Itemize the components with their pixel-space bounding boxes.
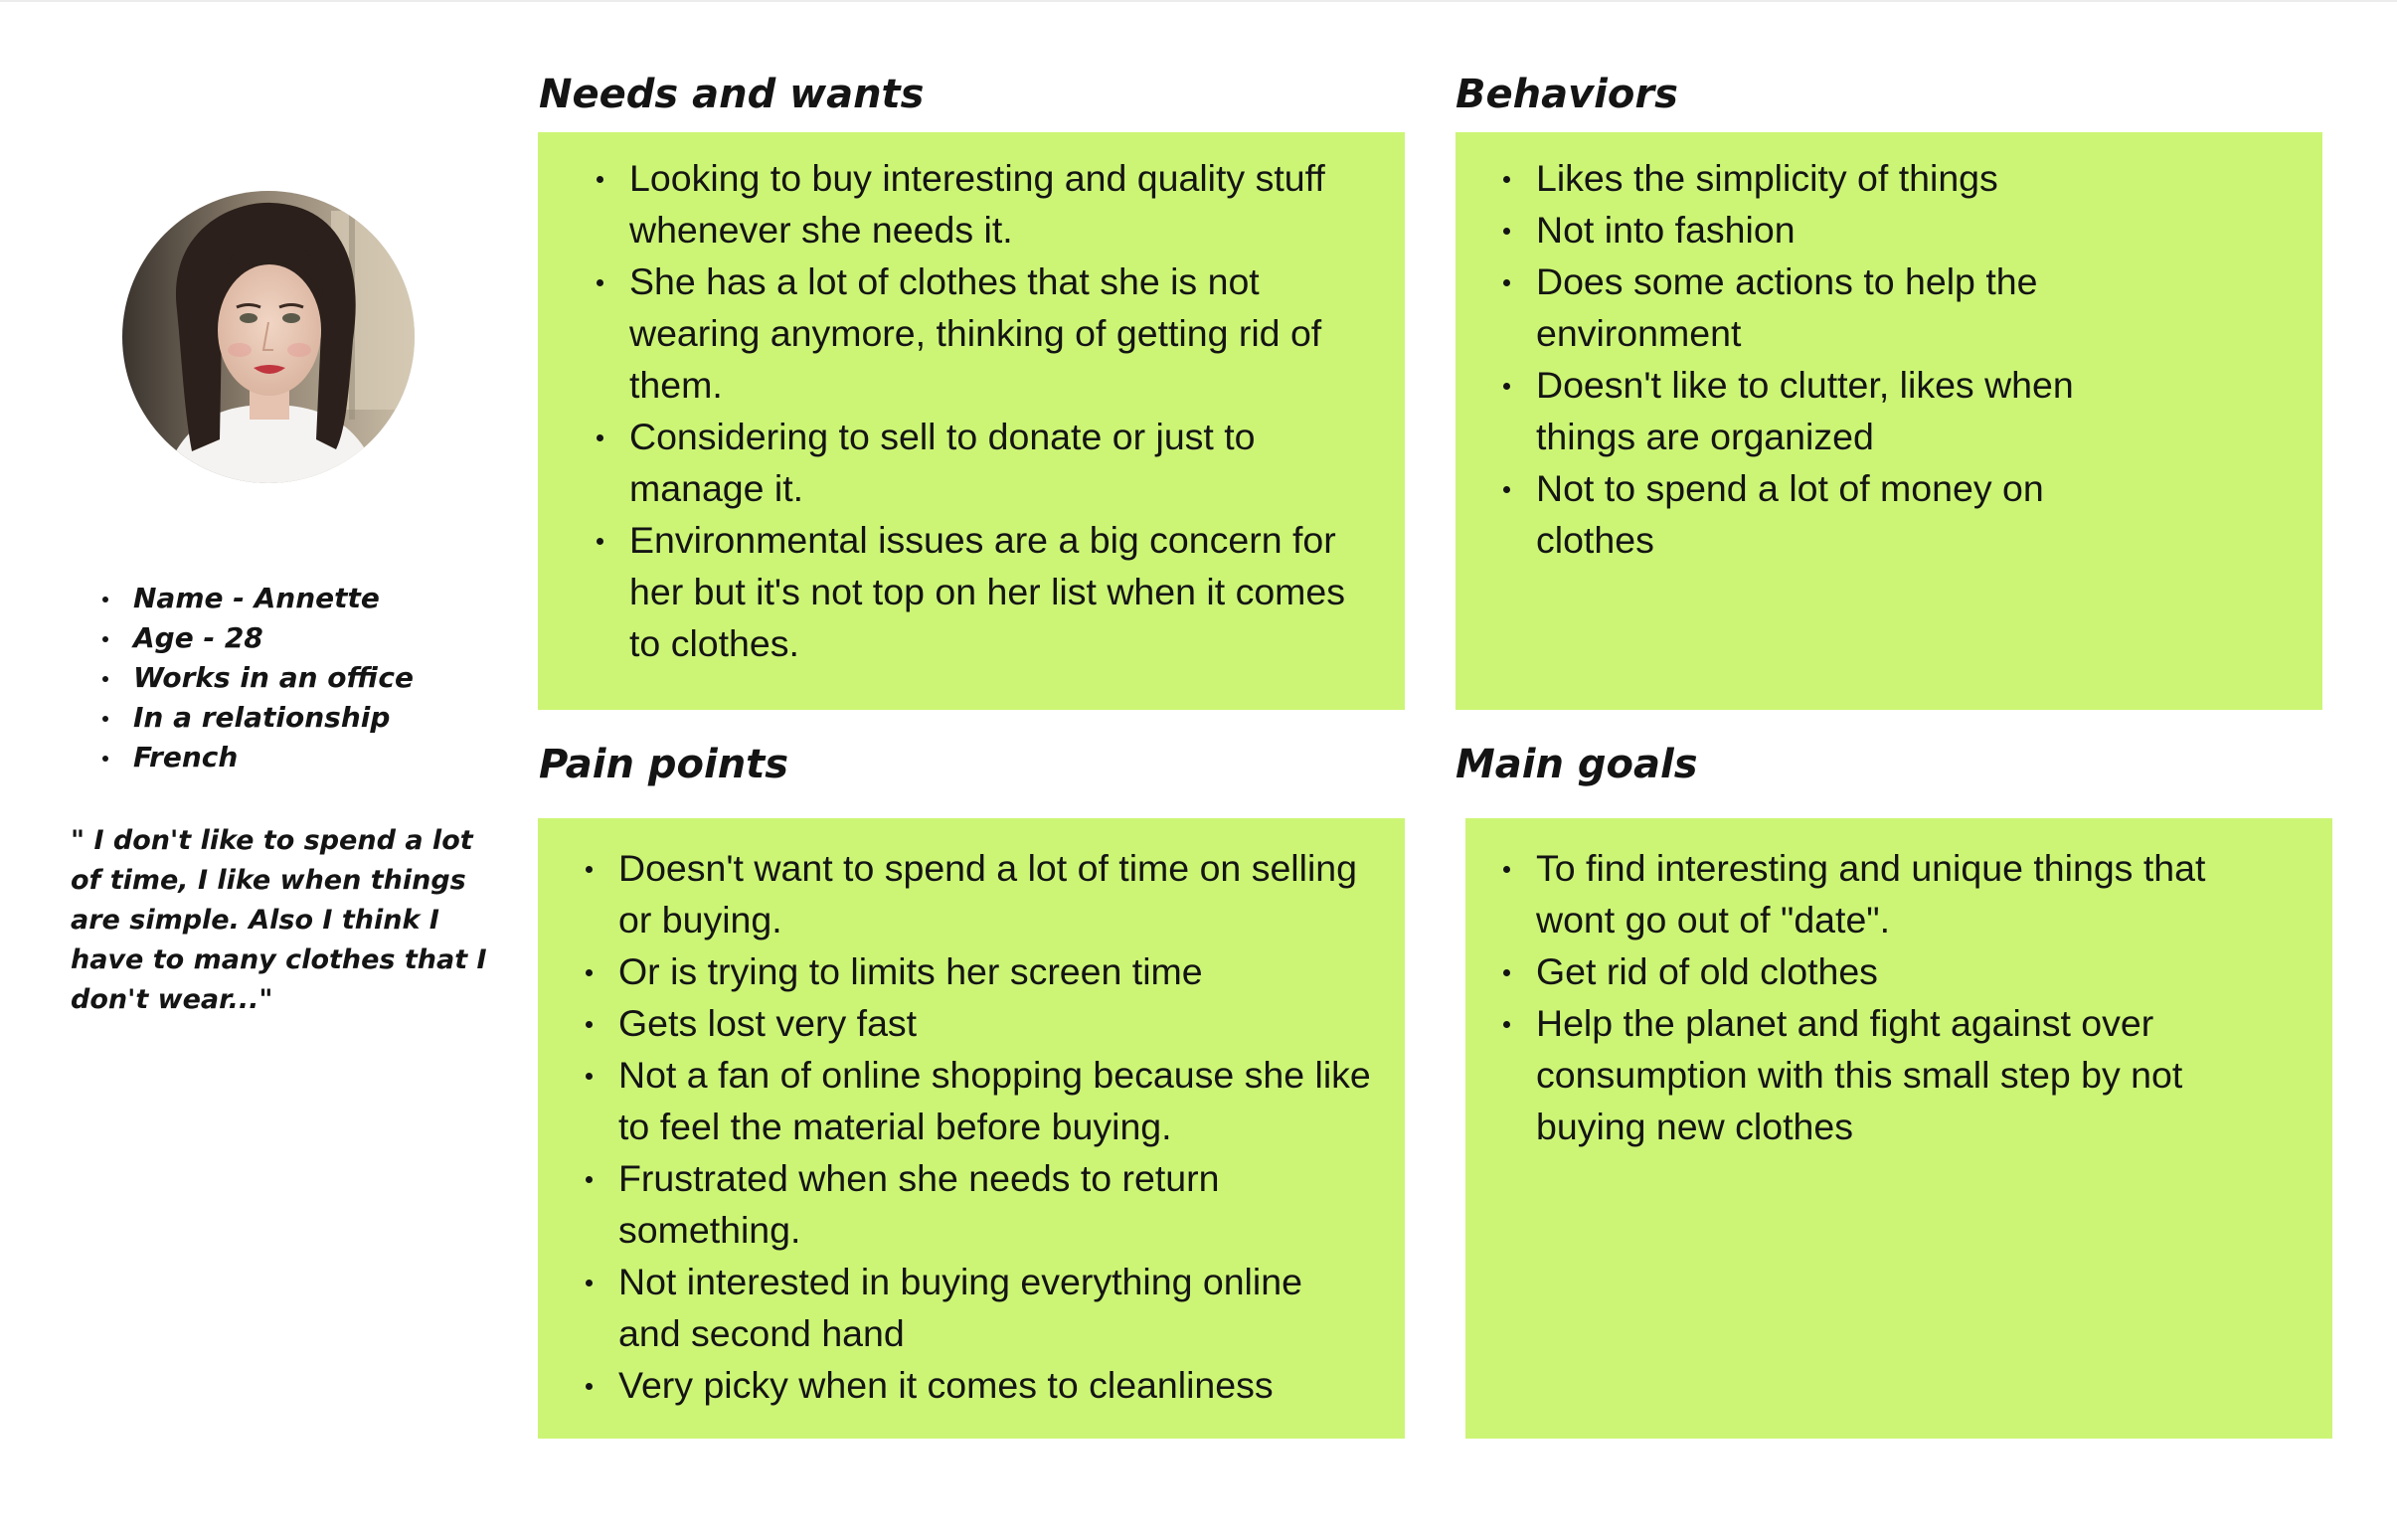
list-item: Or is trying to limits her screen time bbox=[578, 945, 1373, 997]
list-item: Doesn't want to spend a lot of time on selling or buying. bbox=[578, 842, 1373, 945]
profile-details bbox=[97, 579, 414, 777]
list-item: Likes the simplicity of things bbox=[1495, 152, 2092, 204]
behaviors-card bbox=[1455, 132, 2322, 710]
list-item: Help the planet and fight against over consumption with this small step by not buying new clothes bbox=[1495, 997, 2251, 1152]
avatar bbox=[122, 191, 415, 483]
list-item: Looking to buy interesting and quality stuff whenever she needs it. bbox=[589, 152, 1374, 256]
list-item: Gets lost very fast bbox=[578, 997, 1373, 1049]
needs-list bbox=[589, 152, 1374, 669]
list-item: Not interested in buying everything online and second hand bbox=[578, 1256, 1373, 1359]
list-item: Not into fashion bbox=[1495, 204, 2092, 256]
pain-points-list bbox=[578, 842, 1373, 1411]
needs-title: Needs and wants bbox=[539, 72, 925, 117]
profile-occupation: Works in an office bbox=[97, 658, 414, 698]
list-item: Frustrated when she needs to return something. bbox=[578, 1152, 1373, 1256]
main-goals-list bbox=[1495, 842, 2251, 1152]
main-goals-card bbox=[1465, 818, 2332, 1439]
persona-quote: " I don't like to spend a lot of time, I like when things are simple. Also I think I have to many clothes that I don't wear..." bbox=[71, 825, 487, 1015]
list-item: Not a fan of online shopping because she like to feel the material before buying. bbox=[578, 1049, 1373, 1152]
list-item: Does some actions to help the environment bbox=[1495, 256, 2092, 359]
list-item: She has a lot of clothes that she is not wearing anymore, thinking of getting rid of them. bbox=[589, 256, 1374, 411]
profile-age: Age - 28 bbox=[97, 618, 414, 658]
profile-name: Name - Annette bbox=[97, 579, 414, 618]
list-item: To find interesting and unique things that wont go out of "date". bbox=[1495, 842, 2251, 945]
needs-card bbox=[538, 132, 1405, 710]
profile-relationship: In a relationship bbox=[97, 698, 414, 738]
list-item: Considering to sell to donate or just to manage it. bbox=[589, 411, 1374, 514]
list-item: Not to spend a lot of money on clothes bbox=[1495, 462, 2092, 566]
list-item: Get rid of old clothes bbox=[1495, 945, 2251, 997]
list-item: Environmental issues are a big concern for her but it's not top on her list when it comes to clothes. bbox=[589, 514, 1374, 669]
portrait-photo-icon bbox=[122, 191, 415, 483]
main-goals-title: Main goals bbox=[1455, 742, 1698, 787]
top-divider bbox=[0, 0, 2397, 2]
behaviors-title: Behaviors bbox=[1455, 72, 1678, 117]
list-item: Very picky when it comes to cleanliness bbox=[578, 1359, 1373, 1411]
behaviors-list bbox=[1495, 152, 2092, 566]
list-item: Doesn't like to clutter, likes when things are organized bbox=[1495, 359, 2092, 462]
pain-points-card bbox=[538, 818, 1405, 1439]
profile-nationality: French bbox=[97, 738, 414, 777]
pain-points-title: Pain points bbox=[539, 742, 789, 787]
